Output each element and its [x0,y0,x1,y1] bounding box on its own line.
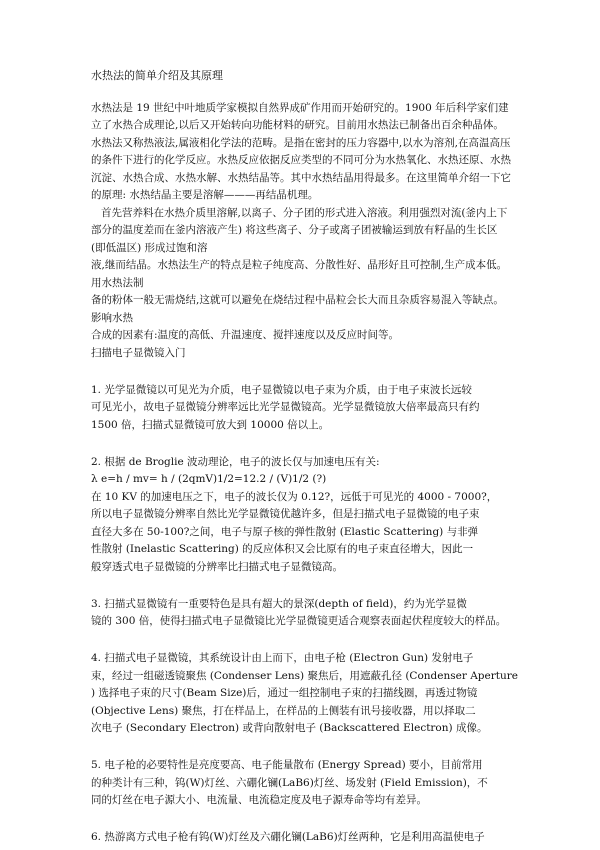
text-line: 次电子 (Secondary Electron) 或背向散射电子 (Backscattered Electron) 成像。 [91,722,488,734]
text-line: 部分的温度差而在釜内溶液产生) 将这些离子、分子或离子团被输运到放有籽晶的生长区 [91,224,498,236]
text-line: 般穿透式电子显微镜的分辨率比扫描式电子显微镜高。 [91,561,343,573]
text-line: 镜的 300 倍，使得扫描式电子显微镜比光学显微镜更适合观察表面起伏程度较大的样品。 [91,615,507,627]
text-line: 首先营养料在水热介质里溶解,以离子、分子团的形式进入溶液。利用强烈对流(釜内上下 [101,207,508,219]
text-line: 液,继而结晶。水热法生产的特点是粒子纯度高、分散性好、晶形好且可控制,生产成本低。 [91,259,508,271]
text-line: 2. 根据 de Broglie 波动理论，电子的波长仅与加速电压有关: [91,456,380,468]
text-line: 影响水热 [91,312,133,324]
section-heading: 扫描电子显微镜入门 [91,347,186,359]
text-line: 1. 光学显微镜以可见光为介质，电子显微镜以电子束为介质，由于电子束波长远较 [91,384,472,396]
text-line: 的种类计有三种，钨(W)灯丝、六硼化镧(LaB6)灯丝、场发射 (Field Emission)，不 [91,777,488,789]
text-line: (即低温区) 形成过饱和溶 [91,242,208,254]
text-line: 水热法是 19 世纪中叶地质学家模拟自然界成矿作用而开始研究的。1900 年后科学家们建 [91,102,509,114]
text-line: ) 选择电子束的尺寸(Beam Size)后，通过一组控制电子束的扫描线圈，再透过物镜 [91,687,478,699]
text-line: 的原理: 水热结晶主要是溶解———再结晶机理。 [91,189,319,201]
text-line: 用水热法制 [91,277,144,289]
text-line: 直径大多在 50-100?之间，电子与原子核的弹性散射 (Elastic Scattering) 与非弹 [91,526,479,538]
text-line: 沉淀、水热合成、水热水解、水热结晶等。其中水热结晶用得最多。在这里简单介绍一下它 [91,172,511,184]
text-line: 4. 扫描式电子显微镜，其系统设计由上而下，由电子枪 (Electron Gun) 发射电子 [91,652,474,664]
text-line: 性散射 (Inelastic Scattering) 的反应体积又会比原有的电子束直径增大，因此一 [91,543,474,555]
text-line: (Objective Lens) 聚焦，打在样品上，在样品的上侧装有讯号接收器，用以择取二 [91,705,476,717]
text-line: 所以电子显微镜分辨率自然比光学显微镜优越许多，但是扫描式电子显微镜的电子束 [91,508,480,520]
text-line: 的条件下进行的化学反应。水热反应依据反应类型的不同可分为水热氧化、水热还原、水热 [91,154,511,166]
text-line: 束，经过一组磁透镜聚焦 (Condenser Lens) 聚焦后，用遮蔽孔径 (Condenser Aperture [91,670,518,682]
text-line: 立了水热合成理论,以后又开始转向功能材料的研究。目前用水热法已制备出百余种晶体。 [91,119,504,131]
text-line: 水热法又称热液法,属液相化学法的范畴。是指在密封的压力容器中,以水为溶剂,在高温高压 [91,137,511,149]
document-title: 水热法的简单介绍及其原理 [91,69,223,82]
formula-line: λ e=h / mv= h / (2qmV)1/2=12.2 / (V)1/2 (?) [91,473,327,485]
text-line: 在 10 KV 的加速电压之下，电子的波长仅为 0.12?，远低于可见光的 4000 - 7000?， [91,491,498,503]
text-line: 备的粉体一般无需烧结,这就可以避免在烧结过程中晶粒会长大而且杂质容易混入等缺点。 [91,294,504,306]
text-line: 6. 热游离方式电子枪有钨(W)灯丝及六硼化镧(LaB6)灯丝两种，它是利用高温使电子 [91,831,485,843]
text-line: 合成的因素有:温度的高低、升温速度、搅拌速度以及反应时间等。 [91,329,400,341]
text-line: 可见光小，故电子显微镜分辨率远比光学显微镜高。光学显微镜放大倍率最高只有约 [91,401,480,413]
text-line: 3. 扫描式显微镜有一重要特色是具有超大的景深(depth of field)，约为光学显微 [91,598,467,610]
text-line: 5. 电子枪的必要特性是亮度要高、电子能量散布 (Energy Spread) 要小，目前常用 [91,759,483,771]
text-line: 1500 倍，扫描式显微镜可放大到 10000 倍以上。 [91,419,330,431]
text-line: 同的灯丝在电子源大小、电流量、电流稳定度及电子源寿命等均有差异。 [91,794,427,806]
